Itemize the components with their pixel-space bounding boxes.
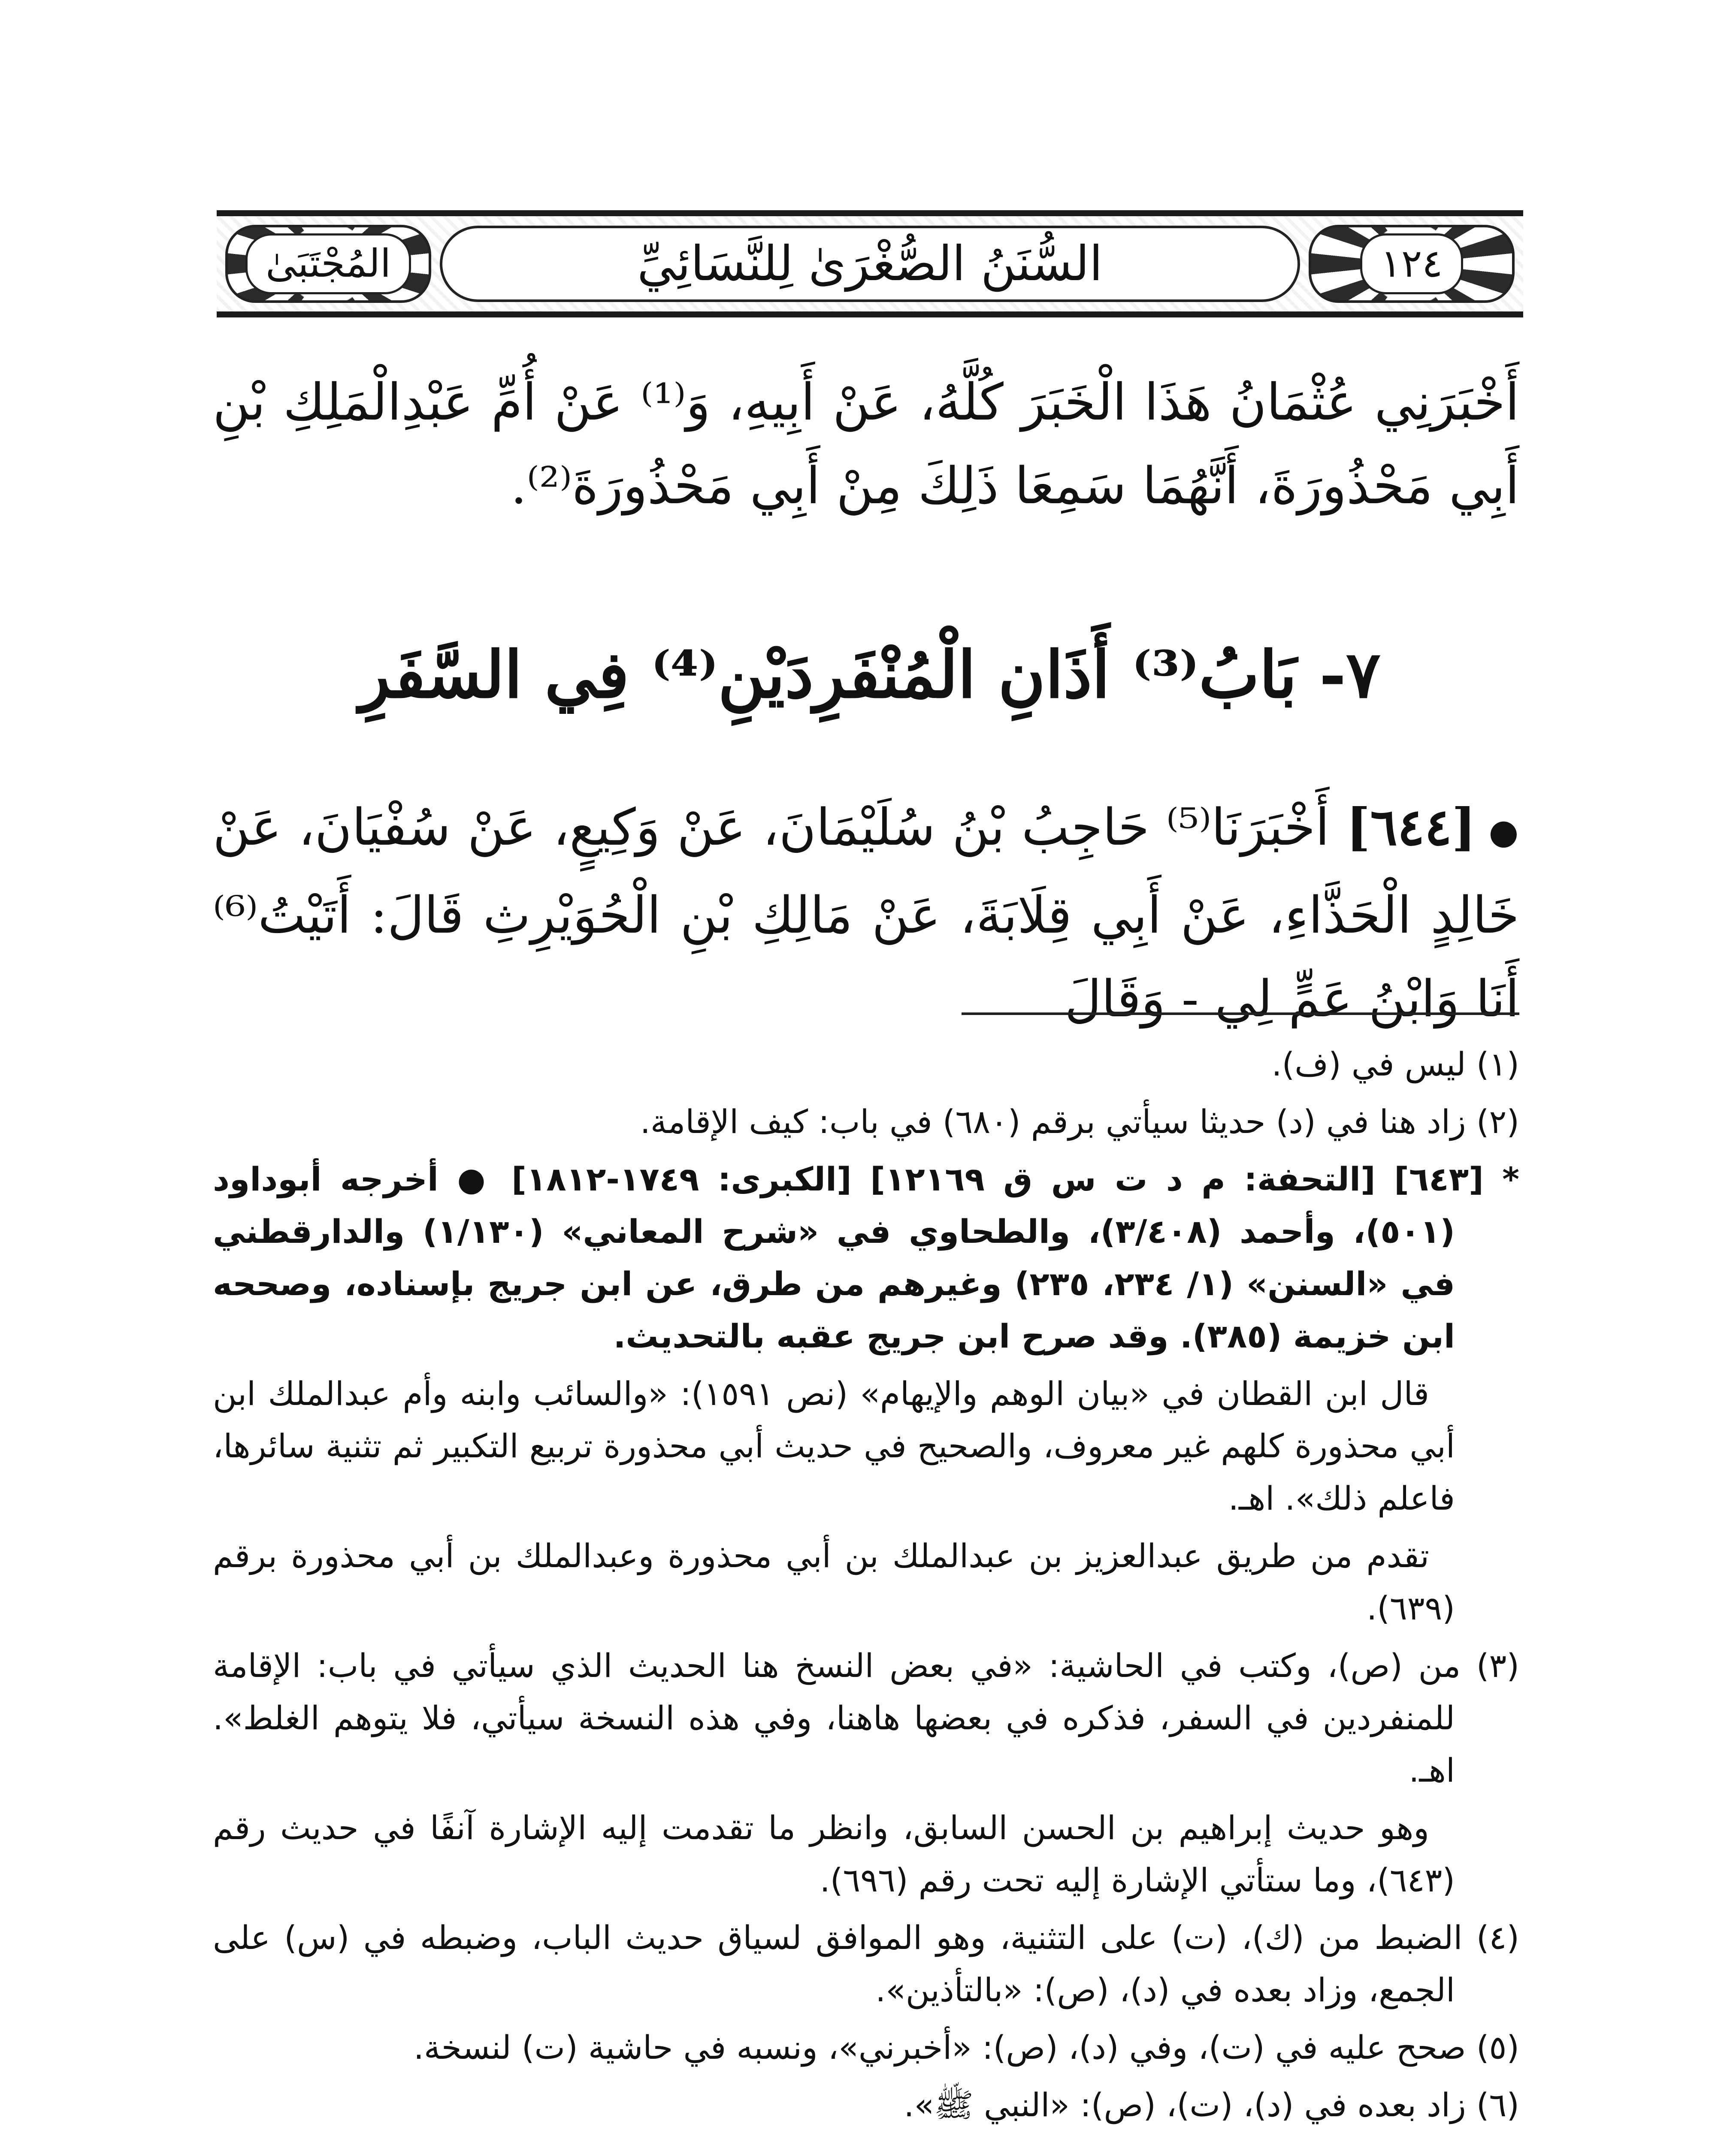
header-title-cartouche	[440, 226, 1300, 302]
footnotes	[213, 1038, 1519, 2136]
footnote-2: (٢) زاد هنا في (د) حديثا سيأتي برقم (٦٨٠) في باب: كيف الإقامة.	[640, 1103, 1519, 1141]
book-emblem	[225, 225, 431, 303]
footnote-6: (٦) زاد بعده في (د)، (ت)، (ص): «النبي ﷺ».	[904, 2086, 1519, 2124]
page-number-emblem	[1309, 225, 1515, 303]
footnote-4: (٤) الضبط من (ك)، (ت) على التثنية، وهو الموافق لسياق حديث الباب، وضبطه في (س) على الجمع، وزاد بعده في (د)، (ص): «بالتأذين».	[213, 1918, 1519, 2009]
hadith-text: أَخْبَرَنَا⁽⁵⁾ حَاجِبُ بْنُ سُلَيْمَانَ، عَنْ وَكِيعٍ، عَنْ سُفْيَانَ، عَنْ خَالِدٍ الْحَذَّاءِ، عَنْ أَبِي قِلَابَةَ، عَنْ مَالِكِ بْنِ الْحُوَيْرِثِ قَالَ: أَتَيْتُ⁽⁶⁾ أَنَا وَابْنُ عَمٍّ لِي - وَقَالَ	[213, 798, 1519, 1028]
hadith-number: [٦٤٤]	[1346, 797, 1476, 857]
intro-paragraph: أَخْبَرَنِي عُثْمَانُ هَذَا الْخَبَرَ كُلَّهُ، عَنْ أَبِيهِ، وَ⁽¹⁾ عَنْ أُمِّ عَبْدِالْمَلِكِ بْنِ أَبِي مَحْذُورَةَ، أَنَّهُمَا سَمِعَا ذَلِكَ مِنْ أَبِي مَحْذُورَةَ⁽²⁾.	[213, 372, 1519, 515]
takhrij-643-reference: تقدم من طريق عبدالعزيز بن عبدالملك بن أبي محذورة وعبدالملك بن أبي محذورة برقم (٦٣٩).	[213, 1537, 1455, 1627]
book-emblem-label: المُجْتَبَىٰ	[245, 233, 411, 294]
takhrij-643-quote: قال ابن القطان في «بيان الوهم والإيهام» (نص ١٥٩١): «والسائب وابنه وأم عبدالملك ابن أبي محذورة كلهم غير معروف، والصحيح في حديث أبي محذورة تربيع التكبير ثم تثنية سائرها، فاعلم ذلك». اهـ.	[213, 1375, 1455, 1517]
footnote-3-continued: وهو حديث إبراهيم بن الحسن السابق، وانظر ما تقدمت إليه الإشارة آنفًا في حديث رقم (٦٤٣)، وما ستأتي الإشارة إليه تحت رقم (٦٩٦).	[213, 1809, 1455, 1899]
footnote-separator	[962, 1012, 1519, 1015]
takhrij-643: * [٦٤٣] [التحفة: م د ت س ق ١٢١٦٩] [الكبرى: ١٧٤٩-١٨١٢] ● أخرجه أبوداود (٥٠١)، وأحمد (٣/٤٠٨)، والطحاوي في «شرح المعاني» (١/١٣٠) والدارقطني في «السنن» (١/ ٢٣٤، ٢٣٥) وغيرهم من طرق، عن ابن جريج بإسناده، وصححه ابن خزيمة (٣٨٥). وقد صرح ابن جريج عقبه بالتحديث.	[213, 1160, 1519, 1355]
book-title: السُّنَنُ الصُّغْرَىٰ لِلنَّسَائِيِّ	[637, 236, 1103, 292]
page-number: ١٢٤	[1360, 233, 1463, 294]
chapter-heading: ٧- بَابُ⁽³⁾ أَذَانِ الْمُنْفَرِدَيْنِ⁽⁴⁾ فِي السَّفَرِ	[359, 637, 1381, 713]
hadith-paragraph	[213, 785, 1519, 1041]
footnote-5: (٥) صحح عليه في (ت)، وفي (د)، (ص): «أخبرني»، ونسبه في حاشية (ت) لنسخة.	[413, 2028, 1519, 2066]
bullet-icon: ●	[1488, 811, 1519, 852]
footnote-1: (١) ليس في (ف).	[1271, 1045, 1519, 1083]
footnote-3: (٣) من (ص)، وكتب في الحاشية: «في بعض النسخ هنا الحديث الذي سيأتي في باب: الإقامة للمنفردين في السفر، فذكره في بعضها هاهنا، وفي هذه النسخة سيأتي، فلا يتوهم الغلط». اهـ.	[213, 1647, 1519, 1789]
page-header	[217, 210, 1523, 317]
